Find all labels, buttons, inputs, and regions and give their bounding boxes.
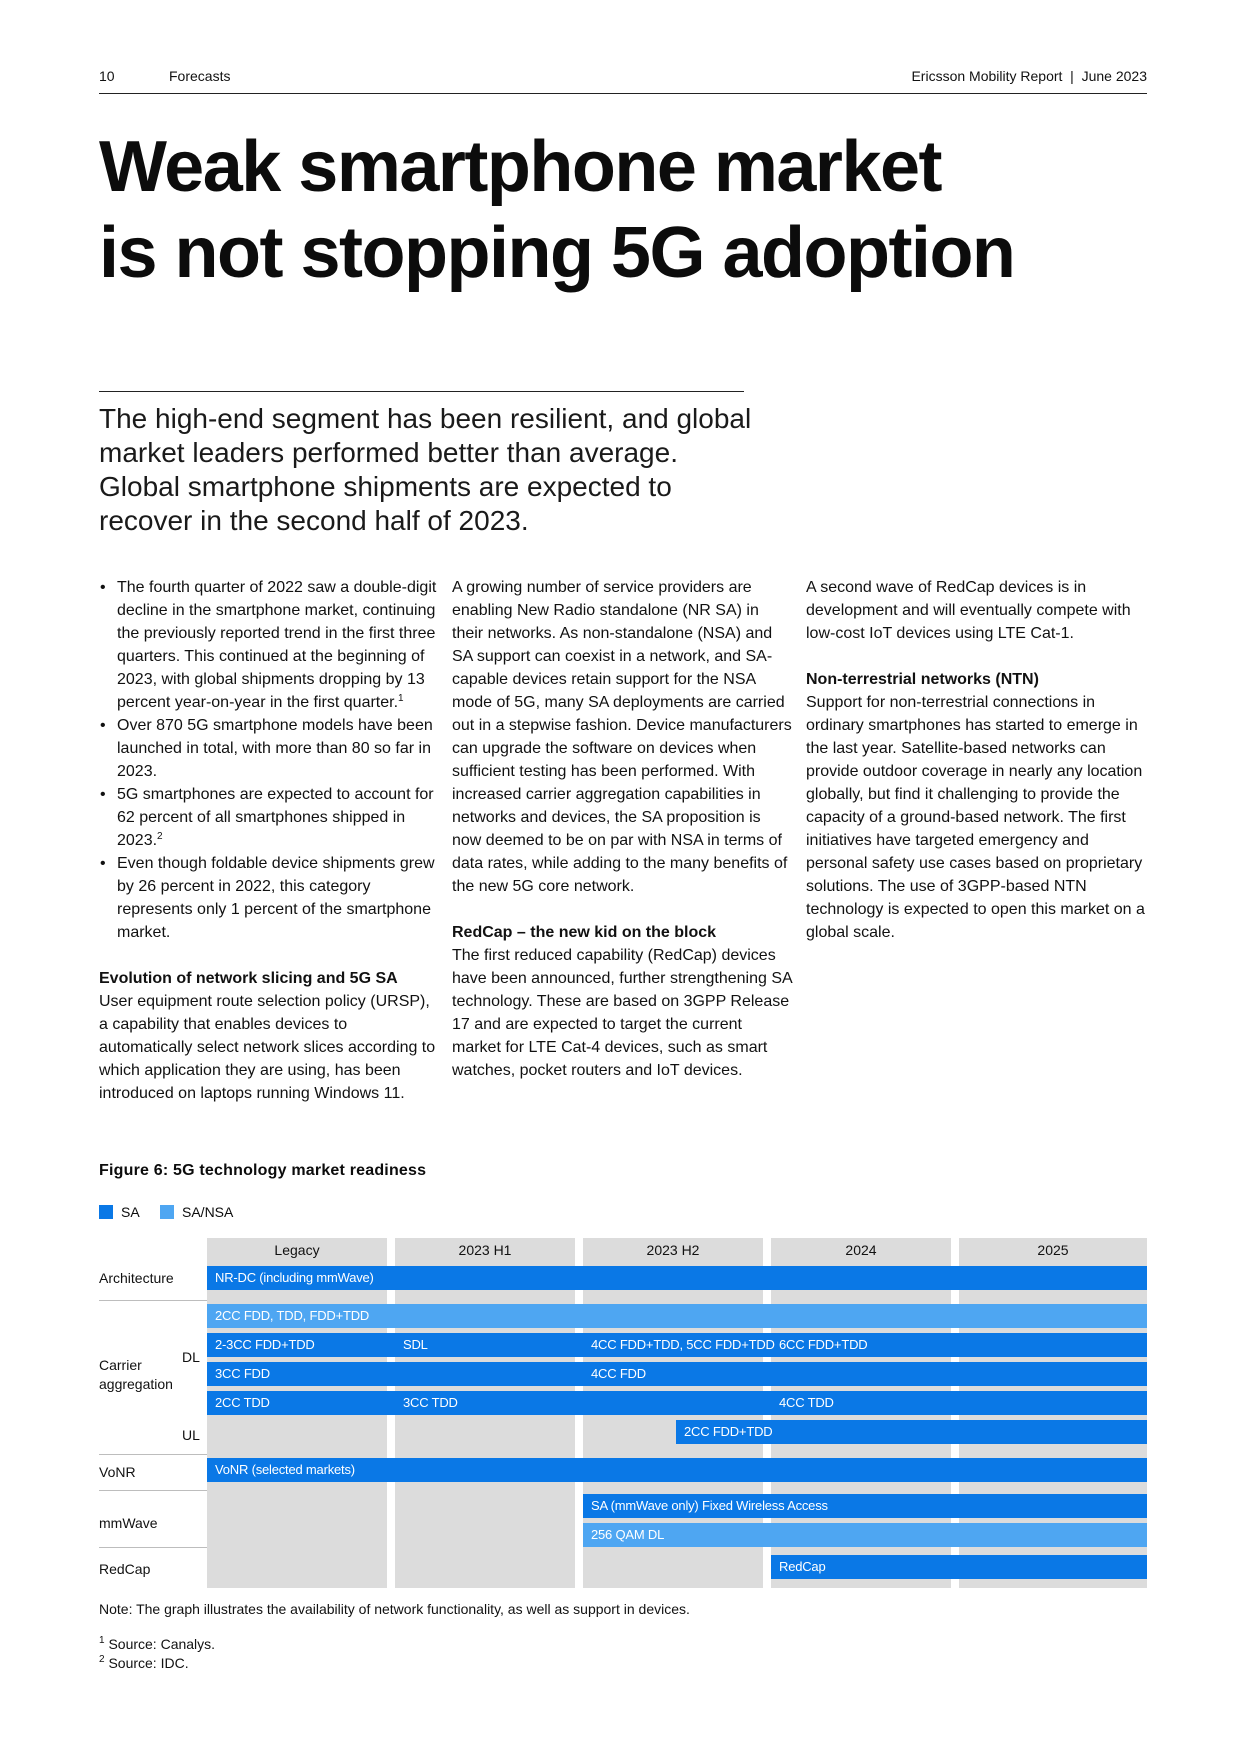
footnote-2: $^2$ Source: IDC. bbox=[99, 1654, 189, 1671]
readiness-chart bbox=[99, 1238, 1147, 1590]
page-title bbox=[99, 124, 1159, 296]
row-label-carrier-aggregation: Carrier aggregation bbox=[99, 1357, 173, 1392]
figure-title: Figure 6: 5G technology market readiness bbox=[99, 1162, 427, 1179]
bar-label: 2CC TDD bbox=[215, 1395, 270, 1410]
column-1 bbox=[99, 576, 441, 1105]
title-line-1: Weak smartphone market bbox=[99, 127, 942, 207]
legend-item-sa: SA bbox=[99, 1204, 140, 1220]
bar-ca-tdd bbox=[207, 1391, 1147, 1415]
bar-mmwave-fwa: SA (mmWave only) Fixed Wireless Access bbox=[583, 1494, 1147, 1518]
title-line-2: is not stopping 5G adoption bbox=[99, 213, 1015, 293]
paragraph: Support for non-terrestrial connections in ordinary smartphones has started to emerge in the last year. Satellite-based networks can provide outdoor coverage in nearly any location globally, but find it challenging to provide the capacity of a ground-based network. The first initiatives have targeted emergency and personal safety use cases based on proprietary solutions. The use of 3GPP-based NTN technology is expected to open this market on a global scale. bbox=[806, 694, 1145, 941]
publication-name: Ericsson Mobility Report | June 2023 bbox=[911, 68, 1147, 84]
bar-label: SDL bbox=[403, 1337, 428, 1352]
bar-ca-ul: 2CC FDD+TDD bbox=[676, 1420, 1147, 1444]
intro-rule bbox=[99, 391, 744, 392]
column-2 bbox=[452, 576, 794, 1082]
paragraph: A second wave of RedCap devices is in development and will eventually compete with low-cost IoT devices using LTE Cat-1. bbox=[806, 579, 1131, 642]
intro-text: The high-end segment has been resilient, and global market leaders performed better than average. Global smartphone shipments are expected to recover in the second half of 2023. bbox=[99, 403, 752, 536]
period-header: 2025 bbox=[959, 1238, 1147, 1262]
footnote-1: $^1$ Source: Canalys. bbox=[99, 1635, 216, 1652]
row-separator bbox=[99, 1547, 207, 1548]
bar-redcap: RedCap bbox=[771, 1555, 1147, 1579]
column-3 bbox=[806, 576, 1148, 944]
list-item: • Over 870 5G smartphone models have been launched in total, with more than 80 so far in 2023. bbox=[99, 714, 441, 783]
row-separator bbox=[99, 1454, 207, 1455]
legend-swatch bbox=[99, 1205, 113, 1219]
legend-item-sa-nsa: SA/NSA bbox=[160, 1204, 233, 1220]
bar-label: 4CC TDD bbox=[779, 1395, 834, 1410]
page-number: 10 bbox=[99, 68, 115, 84]
paragraph: User equipment route selection policy (URSP), a capability that enables devices to automatically select network slices according to which application they are using, has been introduced on laptops running Windows 11. bbox=[99, 993, 436, 1102]
bar-label: 2-3CC FDD+TDD bbox=[215, 1337, 315, 1352]
row-label-dl: DL bbox=[182, 1349, 200, 1365]
row-separator bbox=[99, 1300, 207, 1301]
row-label-ul: UL bbox=[182, 1427, 200, 1443]
period-header: Legacy bbox=[207, 1238, 387, 1262]
row-label-architecture: Architecture bbox=[99, 1270, 174, 1286]
paragraph: A growing number of service providers are enabling New Radio standalone (NR SA) in their networks. As non-standalone (NSA) and SA support can coexist in a network, and SA-capable devices retain support for the NSA mode of 5G, many SA deployments are carried out in a stepwise fashion. Device manufacturers can upgrade the software on devices when sufficient testing has been performed. With increased carrier aggregation capabilities in networks and devices, the SA proposition is now deemed to be on par with NSA in terms of data rates, while adding to the many benefits of the new 5G core network. bbox=[452, 579, 792, 895]
period-header: 2024 bbox=[771, 1238, 951, 1262]
bar-label: 4CC FDD+TDD, 5CC FDD+TDD bbox=[591, 1337, 775, 1352]
bar-label: 3CC TDD bbox=[403, 1395, 458, 1410]
row-label-mmwave: mmWave bbox=[99, 1515, 158, 1531]
bar-nr-dc: NR-DC (including mmWave) bbox=[207, 1266, 1147, 1290]
bar-label: 4CC FDD bbox=[591, 1366, 646, 1381]
list-item: • The fourth quarter of 2022 saw a double-digit decline in the smartphone market, continuing the previously reported trend in the first three quarters. This continued at the beginning of 2023, with global shipments dropping by 13 percent year-on-year in the first quarter.$^1$ bbox=[99, 576, 441, 714]
bar-label: 6CC FDD+TDD bbox=[779, 1337, 868, 1352]
bar-label: 3CC FDD bbox=[215, 1366, 270, 1381]
row-label-redcap: RedCap bbox=[99, 1561, 151, 1577]
legend-swatch bbox=[160, 1205, 174, 1219]
bar-256qam: 256 QAM DL bbox=[583, 1523, 1147, 1547]
bar-2cc-fdd-tdd: 2CC FDD, TDD, FDD+TDD bbox=[207, 1304, 1147, 1328]
list-item: • 5G smartphones are expected to account for 62 percent of all smartphones shipped in 2023.$^2$ bbox=[99, 783, 441, 852]
header-rule bbox=[99, 93, 1147, 94]
period-header: 2023 H2 bbox=[583, 1238, 763, 1262]
period-header: 2023 H1 bbox=[395, 1238, 575, 1262]
bullet-list bbox=[99, 576, 441, 944]
bar-ca-fdd bbox=[207, 1362, 1147, 1386]
section-name: Forecasts bbox=[169, 68, 231, 84]
row-label-vonr: VoNR bbox=[99, 1464, 136, 1480]
subhead-ntn: Non-terrestrial networks (NTN) bbox=[806, 671, 1039, 688]
paragraph: The first reduced capability (RedCap) devices have been announced, further strengthening SA technology. These are based on 3GPP Release 17 and are expected to target the current market for LTE Cat-4 devices, such as smart watches, pocket routers and IoT devices. bbox=[452, 947, 792, 1079]
subhead-redcap: RedCap – the new kid on the block bbox=[452, 924, 717, 941]
list-item: • Even though foldable device shipments grew by 26 percent in 2022, this category represents only 1 percent of the smartphone market. bbox=[99, 852, 441, 944]
subhead-network-slicing: Evolution of network slicing and 5G SA bbox=[99, 970, 398, 987]
row-separator bbox=[99, 1490, 207, 1491]
figure-note: Note: The graph illustrates the availability of network functionality, as well as support in devices. bbox=[99, 1601, 690, 1617]
bar-vonr: VoNR (selected markets) bbox=[207, 1458, 1147, 1482]
